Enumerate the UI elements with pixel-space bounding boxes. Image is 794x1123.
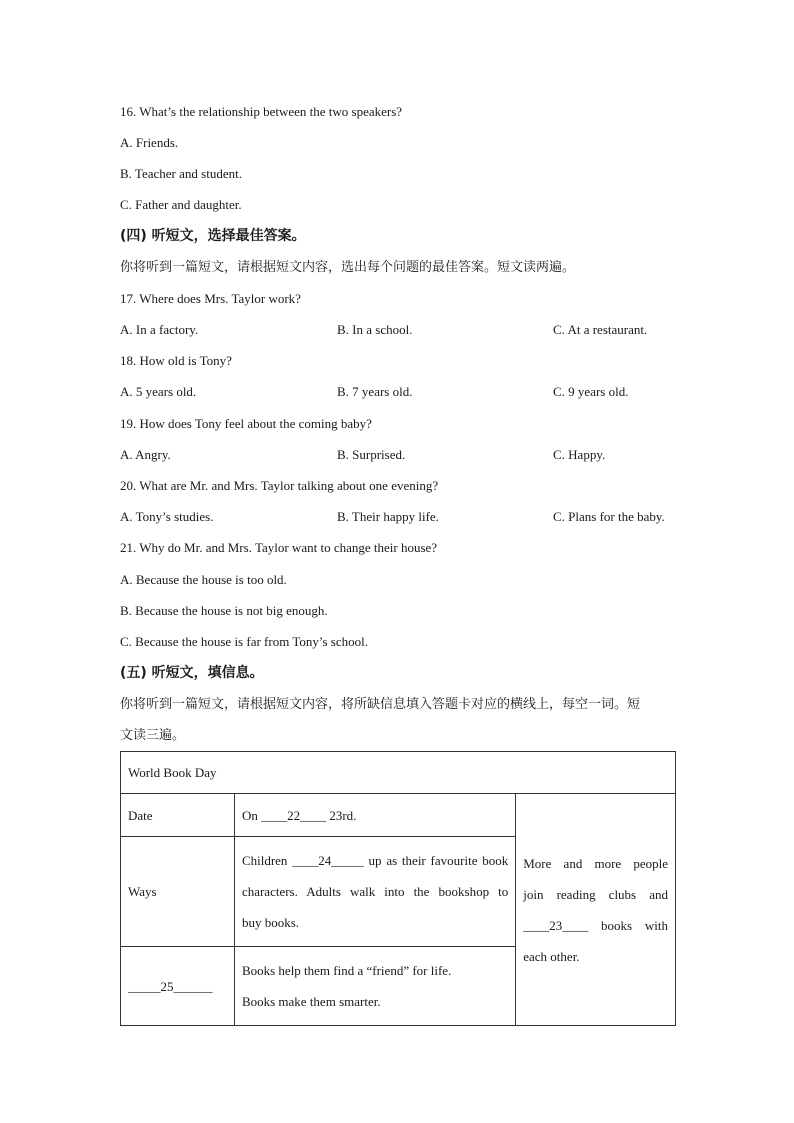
date-suffix: 23rd. bbox=[326, 807, 357, 823]
section-5-instruction-line-2: 文读三遍。 bbox=[120, 728, 186, 743]
blank-25: _____25______ bbox=[121, 947, 235, 1026]
section-5-instruction-line-1: 你将听到一篇短文，请根据短文内容，将所缺信息填入答题卡对应的横线上，每空一词。短 bbox=[120, 697, 641, 712]
q18-option-a: A. 5 years old. bbox=[120, 384, 197, 399]
world-book-day-table bbox=[120, 751, 676, 1026]
right-note-line-4: each other. bbox=[523, 948, 580, 964]
ways-line-1 bbox=[242, 845, 508, 876]
q18-option-b: B. 7 years old. bbox=[337, 384, 413, 399]
question-18: 18. How old is Tony? bbox=[120, 353, 232, 368]
ways-line-1-prefix: Children bbox=[241, 853, 293, 868]
date-prefix: On bbox=[241, 807, 262, 823]
q21-option-c: C. Because the house is far from Tony’s school. bbox=[120, 634, 368, 649]
q19-option-c: C. Happy. bbox=[553, 447, 606, 462]
blank-22: ____22____ bbox=[261, 807, 327, 823]
q19-option-b: B. Surprised. bbox=[337, 447, 406, 462]
q19-option-a: A. Angry. bbox=[120, 447, 171, 462]
ways-line-1-suffix: up as their favourite book bbox=[363, 853, 509, 868]
blank-24: ____24_____ bbox=[292, 853, 364, 868]
benefit-line-1: Books help them find a “friend” for life. bbox=[241, 963, 452, 978]
section-4-instruction: 你将听到一篇短文，请根据短文内容，选出每个问题的最佳答案。短文读两遍。 bbox=[120, 260, 576, 275]
q17-option-a: A. In a factory. bbox=[120, 322, 199, 337]
q20-option-a: A. Tony’s studies. bbox=[120, 509, 214, 524]
q18-option-c: C. 9 years old. bbox=[553, 384, 629, 399]
q20-option-b: B. Their happy life. bbox=[337, 509, 439, 524]
ways-label: Ways bbox=[121, 837, 235, 947]
right-note-line-3-text: books with bbox=[588, 917, 668, 933]
ways-line-2: characters. Adults walk into the bookshop to bbox=[241, 884, 509, 899]
blank-23: ____23____ bbox=[523, 917, 589, 933]
ways-line-3: buy books. bbox=[241, 915, 299, 930]
q20-option-c: C. Plans for the baby. bbox=[553, 509, 665, 524]
right-note-line-1: More and more people bbox=[523, 855, 668, 871]
q17-option-c: C. At a restaurant. bbox=[553, 322, 648, 337]
right-note-line-2: join reading clubs and bbox=[523, 886, 668, 902]
q17-option-b: B. In a school. bbox=[337, 322, 413, 337]
question-21: 21. Why do Mr. and Mrs. Taylor want to change their house? bbox=[120, 540, 438, 555]
q21-option-a: A. Because the house is too old. bbox=[120, 572, 287, 587]
benefit-line-2: Books make them smarter. bbox=[241, 994, 381, 1009]
question-20: 20. What are Mr. and Mrs. Taylor talking about one evening? bbox=[120, 478, 439, 493]
benefits-cell bbox=[234, 947, 515, 1026]
q16-option-a: A. Friends. bbox=[120, 135, 179, 150]
question-17: 17. Where does Mrs. Taylor work? bbox=[120, 291, 301, 306]
section-4-title: (四) 听短文，选择最佳答案。 bbox=[120, 228, 306, 244]
question-16: 16. What’s the relationship between the two speakers? bbox=[120, 104, 403, 119]
q16-option-b: B. Teacher and student. bbox=[120, 166, 242, 181]
right-note-cell bbox=[516, 794, 676, 1026]
question-19: 19. How does Tony feel about the coming baby? bbox=[120, 416, 372, 431]
q16-option-c: C. Father and daughter. bbox=[120, 197, 242, 212]
q21-option-b: B. Because the house is not big enough. bbox=[120, 603, 328, 618]
right-note-line-3 bbox=[523, 910, 668, 941]
section-5-title: (五) 听短文，填信息。 bbox=[120, 665, 264, 681]
table-title: World Book Day bbox=[121, 752, 676, 794]
ways-cell bbox=[234, 837, 515, 947]
date-label: Date bbox=[121, 794, 235, 837]
date-cell bbox=[234, 794, 515, 837]
